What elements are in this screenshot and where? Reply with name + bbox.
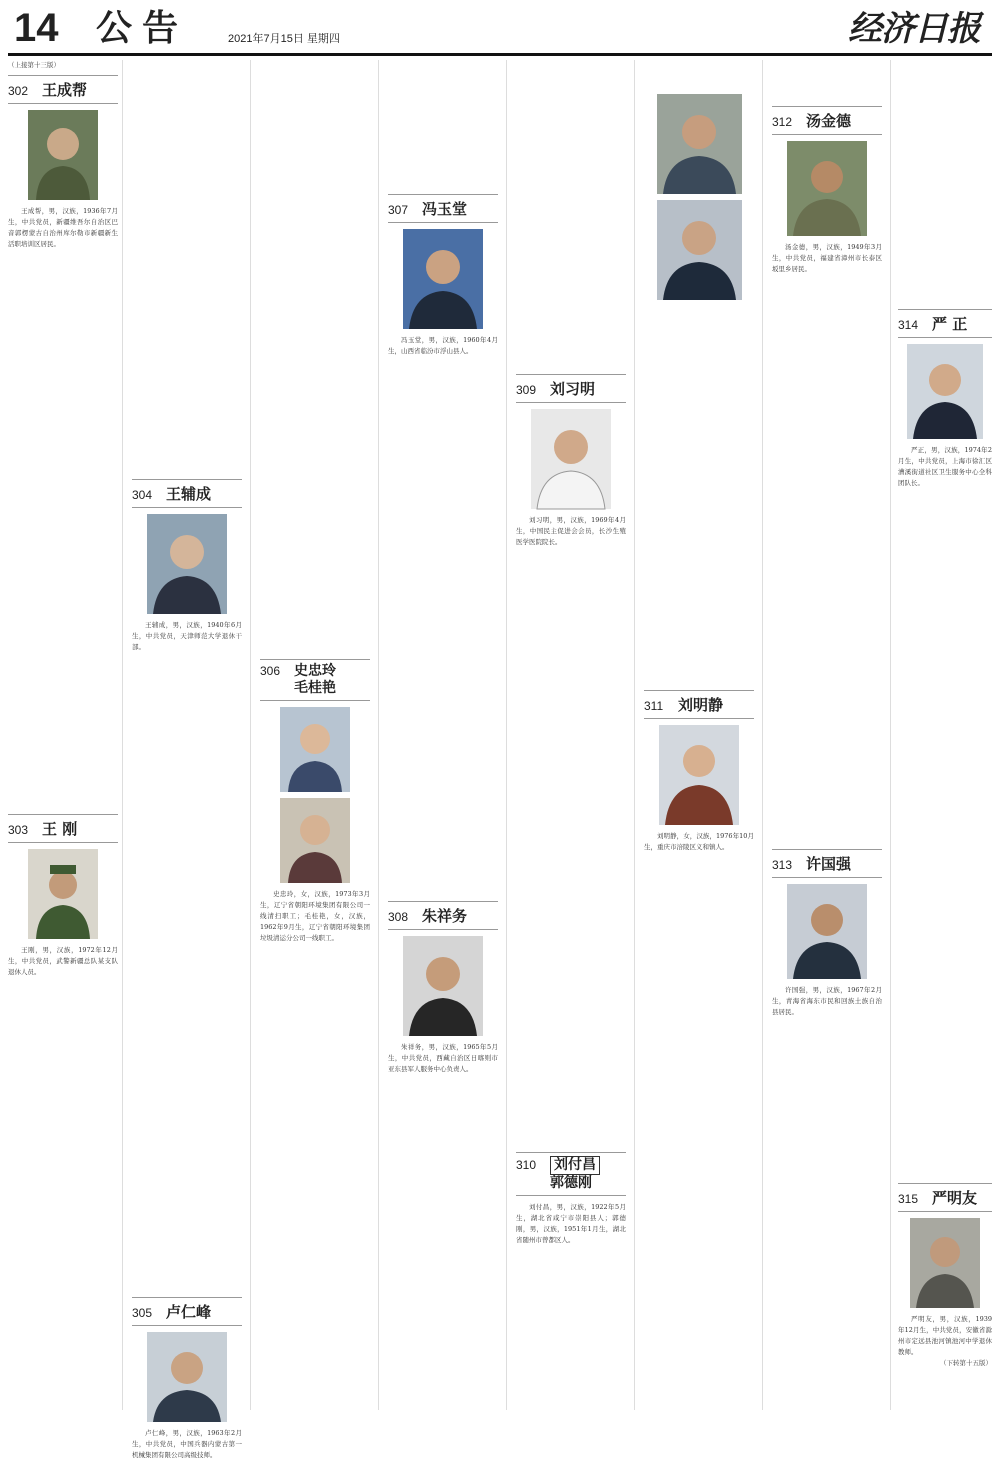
portrait-photo (147, 514, 227, 614)
portrait-photo (28, 849, 98, 939)
entry-header (132, 1297, 242, 1326)
entry-name: 刘习明 (550, 380, 596, 398)
portrait-photo (28, 110, 98, 200)
body-text-area (644, 60, 754, 90)
body-text-area (644, 306, 754, 686)
entry-header (898, 1183, 992, 1212)
entry-name: 王 刚 (42, 820, 78, 838)
body-text-area (132, 653, 242, 1293)
entry-bio: 史忠玲，女，汉族，1973年3月生，辽宁省朝阳环境集团有限公司一线清扫职工；毛桂艳，女，汉族，1962年9月生，辽宁省朝阳环境集团垃圾清运分公司一线职工。 (260, 890, 370, 942)
entry-name: 严明友 (932, 1189, 978, 1207)
body-text-area (260, 60, 370, 655)
portrait-photo (403, 936, 483, 1036)
entry-header (8, 75, 118, 104)
entry-header (644, 690, 754, 719)
header-rule (8, 53, 992, 56)
entry-number: 302 (8, 84, 29, 98)
entry-header (388, 194, 498, 223)
entry-number: 312 (772, 115, 793, 129)
portrait-photo (787, 141, 867, 236)
column-4 (388, 60, 498, 1410)
body-text-area (388, 60, 498, 190)
entry-name: 毛桂艳 (294, 680, 336, 696)
body-text-area (8, 250, 118, 810)
entry-number: 309 (516, 383, 537, 397)
portrait-photo (280, 798, 350, 883)
column-7 (772, 60, 882, 1410)
column-divider (634, 60, 635, 1410)
entry-bio: 刘习明，男，汉族，1969年4月生，中国民主促进会会员，长沙生殖医学医院院长。 (516, 516, 626, 546)
entry-header (388, 901, 498, 930)
body-text-area (388, 357, 498, 897)
column-6 (644, 60, 754, 1410)
entry-header (8, 814, 118, 843)
body-text-area (516, 548, 626, 1148)
column-divider (890, 60, 891, 1410)
entry-bio: 刘明静，女，汉族，1976年10月生，重庆市涪陵区义和镇人。 (644, 832, 754, 851)
entry-bio: 严正，男，汉族，1974年2月生，中共党员，上海市徐汇区漕溪街道社区卫生服务中心全科团队长。 (898, 446, 992, 487)
portrait-photo (910, 1218, 980, 1308)
portrait-photo (907, 344, 983, 439)
portrait-photo (659, 725, 739, 825)
section-title: 公告 (96, 7, 189, 49)
column-3 (260, 60, 370, 1410)
article-columns (8, 60, 992, 1459)
entry-header (260, 659, 370, 701)
column-2 (132, 60, 242, 1459)
entry-number: 313 (772, 858, 793, 872)
entry-number: 310 (516, 1158, 537, 1172)
entry-name: 史忠玲 (294, 663, 336, 679)
entry-name: 许国强 (806, 855, 852, 873)
entry-name-pair (294, 663, 336, 697)
column-divider (378, 60, 379, 1410)
body-text-area (772, 275, 882, 845)
entry-bio: 许国强，男，汉族，1967年2月生，青海省海东市民和回族土族自治县居民。 (772, 986, 882, 1016)
entry-number: 305 (132, 1306, 153, 1320)
entry-bio: 冯玉堂，男，汉族，1960年4月生，山西省临汾市浮山县人。 (388, 336, 498, 355)
entry-name: 刘明静 (678, 696, 724, 714)
continued-from-note: （上接第十三版） (8, 61, 60, 69)
entry-header (516, 1152, 626, 1196)
entry-name: 王成帮 (42, 81, 88, 99)
column-divider (762, 60, 763, 1410)
entry-name: 冯玉堂 (422, 200, 468, 218)
entry-bio: 刘付昌，男，汉族，1922年5月生，湖北省咸宁市崇阳县人；郭德刚，男，汉族，1951年1月生，湖北省随州市曾都区人。 (516, 1203, 626, 1244)
portrait-photo (280, 707, 350, 792)
column-divider (506, 60, 507, 1410)
portrait-photo (787, 884, 867, 979)
portrait-photo (657, 200, 742, 300)
entry-number: 306 (260, 664, 281, 678)
page-number: 14 (14, 6, 59, 50)
body-text-area (772, 60, 882, 102)
entry-bio: 严明友，男，汉族，1939年12月生，中共党员，安徽省滁州市定远县池河镇池河中学退休教师。 (898, 1315, 992, 1356)
column-divider (250, 60, 251, 1410)
entry-bio: 王成帮，男，汉族，1936年7月生，中共党员，新疆维吾尔自治区巴音郭楞蒙古自治州库尔勒市新疆新生活职培训区居民。 (8, 207, 118, 248)
entry-name: 汤金德 (806, 112, 852, 130)
entry-name-pair (550, 1156, 600, 1192)
entry-header (132, 479, 242, 508)
entry-number: 311 (644, 699, 664, 713)
portrait-photo (531, 409, 611, 509)
entry-bio: 卢仁峰，男，汉族，1963年2月生，中共党员，中国兵器内蒙古第一机械集团有限公司高级技师。 (132, 1429, 242, 1459)
entry-bio: 朱祥务，男，汉族，1965年5月生，中共党员，西藏自治区日喀则市亚东县军人服务中心负责人。 (388, 1043, 498, 1073)
continued-to-note: （下转第十五版） (940, 1359, 992, 1367)
entry-number: 315 (898, 1192, 919, 1206)
entry-name: 朱祥务 (422, 907, 468, 925)
entry-name: 郭德刚 (550, 1175, 592, 1191)
entry-bio: 王刚，男，汉族，1972年12月生，中共党员，武警新疆总队某支队退休人员。 (8, 946, 118, 976)
column-5 (516, 60, 626, 1410)
portrait-photo (403, 229, 483, 329)
column-divider (122, 60, 123, 1410)
entry-bio: 王辅成，男，汉族，1940年6月生，中共党员，天津师范大学退休干部。 (132, 621, 242, 651)
entry-name: 严 正 (932, 315, 968, 333)
entry-header (772, 106, 882, 135)
body-text-area (898, 60, 992, 305)
entry-name: 刘付昌 (550, 1156, 600, 1175)
entry-bio: 汤金德，男，汉族，1949年3月生，中共党员，福建省漳州市长泰区坂里乡居民。 (772, 243, 882, 273)
entry-number: 304 (132, 488, 153, 502)
masthead (0, 0, 1000, 58)
entry-number: 303 (8, 823, 29, 837)
dateline: 2021年7月15日 星期四 (228, 33, 340, 45)
column-8 (898, 60, 992, 1410)
portrait-photo (147, 1332, 227, 1422)
entry-number: 308 (388, 910, 409, 924)
portrait-photo (657, 94, 742, 194)
entry-number: 314 (898, 318, 919, 332)
entry-header (898, 309, 992, 338)
body-text-area (132, 60, 242, 475)
entry-header (516, 374, 626, 403)
entry-number: 307 (388, 203, 409, 217)
entry-name: 王辅成 (166, 485, 212, 503)
body-text-area (516, 60, 626, 370)
entry-name: 卢仁峰 (166, 1303, 212, 1321)
body-text-area (898, 489, 992, 1179)
newspaper-logo: 经济日报 (848, 9, 980, 49)
entry-header (772, 849, 882, 878)
column-1 (8, 60, 118, 1410)
